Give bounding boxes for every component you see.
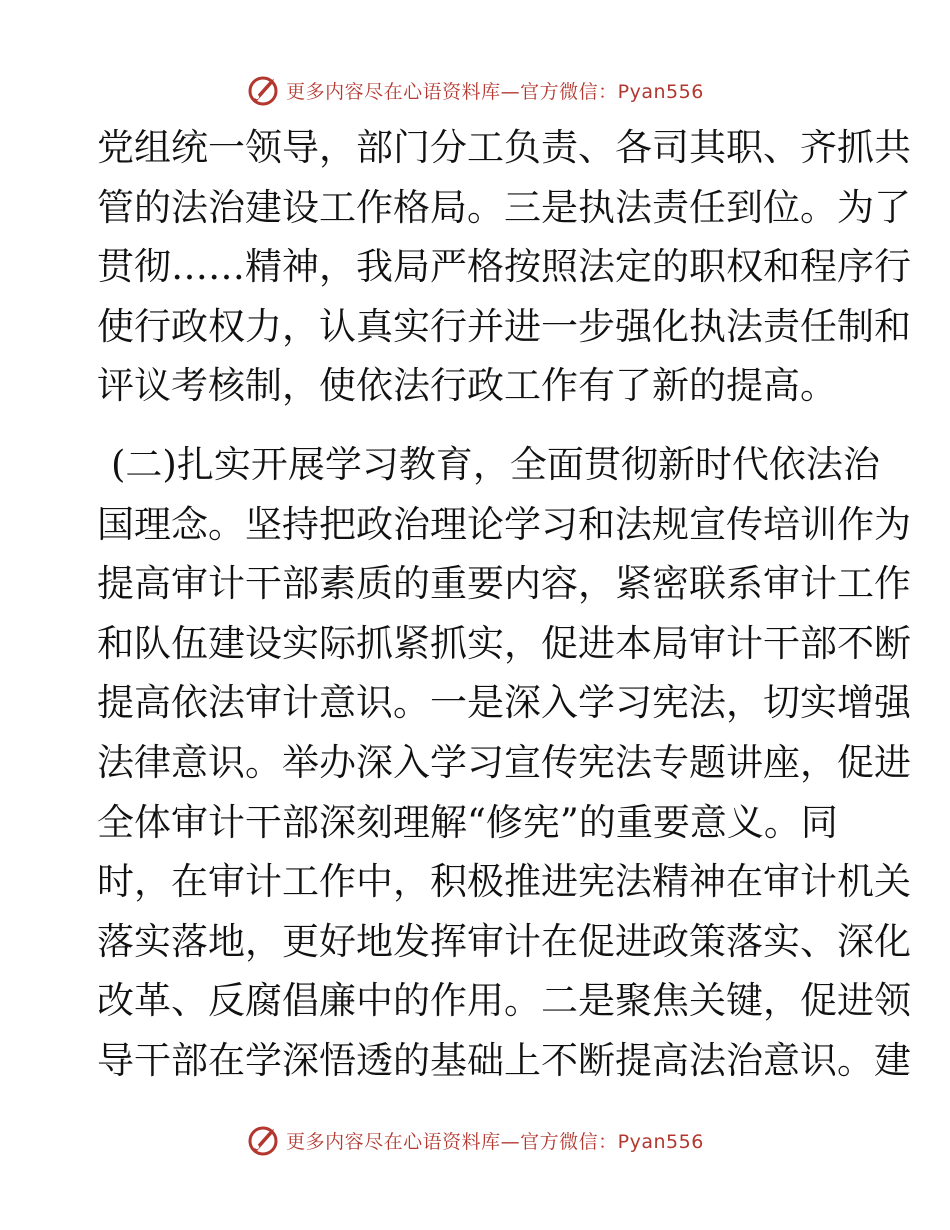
header-banner bbox=[0, 70, 950, 110]
text-line: 导干部在学深悟透的基础上不断提高法治意识。建 bbox=[97, 1038, 911, 1082]
text-line: 党组统一领导，部门分工负责、各司其职、齐抓共 bbox=[97, 126, 911, 169]
text-line: 国理念。坚持把政治理论学习和法规宣传培训作为 bbox=[97, 502, 911, 546]
text-line: 法律意识。举办深入学习宣传宪法专题讲座，促进 bbox=[97, 740, 911, 784]
text-line: 提高审计干部素质的重要内容，紧密联系审计工作 bbox=[97, 562, 911, 606]
footer-banner-text: 更多内容尽在心语资料库—官方微信：Pyan556 bbox=[286, 1130, 704, 1153]
text-line: 时，在审计工作中，积极推进宪法精神在审计机关 bbox=[97, 860, 911, 904]
footer-banner bbox=[0, 1120, 950, 1160]
paragraph-2 bbox=[97, 435, 911, 1091]
document-body bbox=[97, 118, 911, 1091]
text-line: 落实落地，更好地发挥审计在促进政策落实、深化 bbox=[97, 919, 911, 963]
text-line: 和队伍建设实际抓紧抓实，促进本局审计干部不断 bbox=[97, 621, 911, 665]
paragraph-1 bbox=[97, 118, 911, 416]
header-banner-text: 更多内容尽在心语资料库—官方微信：Pyan556 bbox=[286, 80, 704, 103]
text-line: 管的法治建设工作格局。三是执法责任到位。为了 bbox=[97, 185, 911, 229]
quill-pen-logo-icon bbox=[246, 1123, 280, 1157]
text-line: 评议考核制，使依法行政工作有了新的提高。 bbox=[97, 364, 837, 408]
text-line: 提高依法审计意识。一是深入学习宪法，切实增强 bbox=[97, 681, 911, 725]
text-line: 使行政权力，认真实行并进一步强化执法责任制和 bbox=[97, 304, 911, 348]
text-line: 全体审计干部深刻理解“修宪”的重要意义。同 bbox=[97, 800, 838, 844]
quill-pen-logo-icon bbox=[246, 73, 280, 107]
text-line: 改革、反腐倡廉中的作用。二是聚焦关键，促进领 bbox=[97, 979, 911, 1023]
text-line: 贯彻……精神，我局严格按照法定的职权和程序行 bbox=[97, 245, 911, 289]
text-line: (二)扎实开展学习教育，全面贯彻新时代依法治 bbox=[111, 442, 880, 486]
